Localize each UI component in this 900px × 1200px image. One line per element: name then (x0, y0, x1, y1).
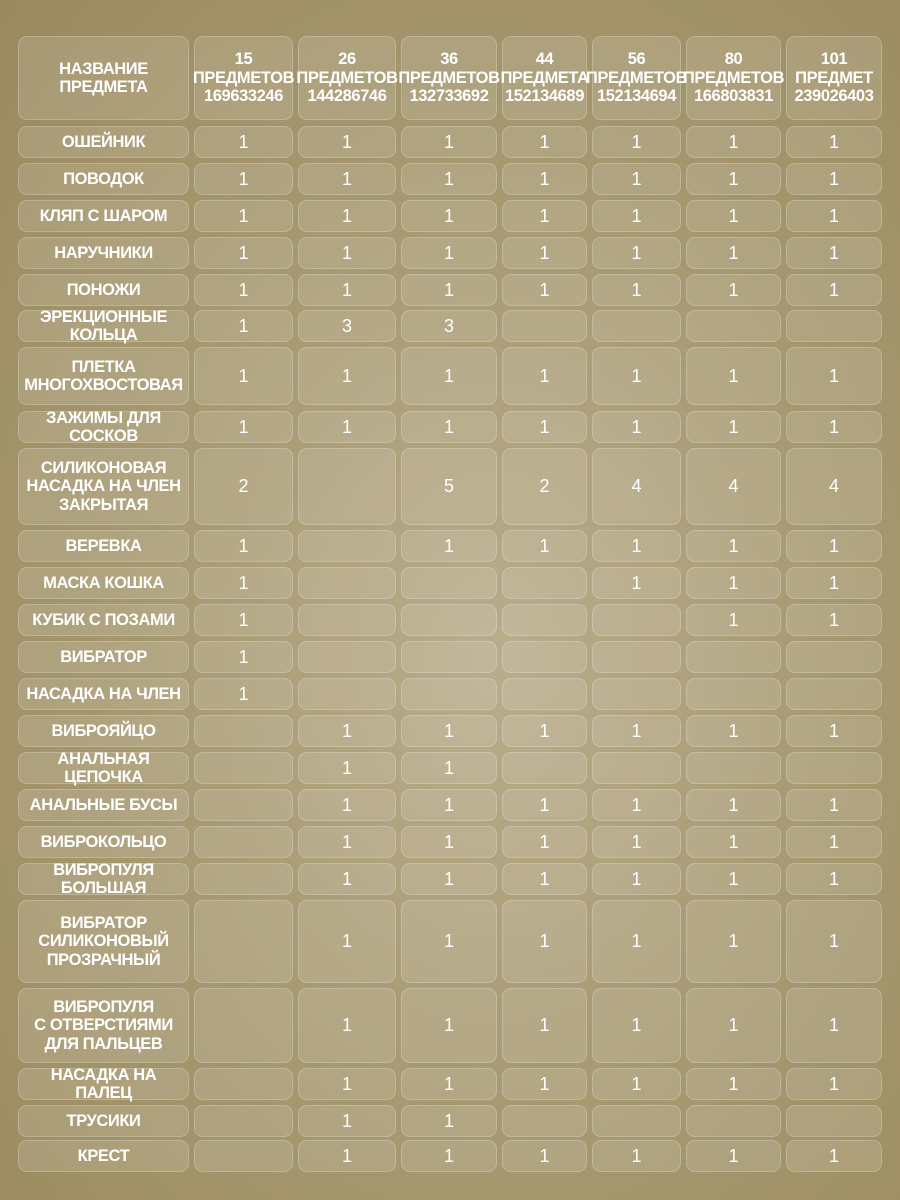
item-name-cell: КУБИК С ПОЗАМИ (18, 604, 189, 636)
quantity-cell (194, 863, 293, 895)
quantity-cell (401, 604, 497, 636)
quantity-cell: 1 (502, 126, 587, 158)
column-header-set: 80 ПРЕДМЕТОВ 166803831 (686, 36, 781, 120)
quantity-cell: 1 (298, 237, 396, 269)
quantity-cell: 3 (401, 310, 497, 342)
quantity-cell: 1 (401, 237, 497, 269)
quantity-cell (592, 641, 681, 673)
column-header-set: 36 ПРЕДМЕТОВ 132733692 (401, 36, 497, 120)
quantity-cell (298, 567, 396, 599)
quantity-cell (502, 310, 587, 342)
quantity-cell: 5 (401, 448, 497, 525)
quantity-cell: 4 (686, 448, 781, 525)
quantity-cell: 1 (786, 789, 882, 821)
quantity-cell (298, 604, 396, 636)
quantity-cell: 1 (686, 604, 781, 636)
quantity-cell (194, 1140, 293, 1172)
quantity-cell: 1 (686, 1068, 781, 1100)
quantity-cell (298, 530, 396, 562)
quantity-cell: 1 (298, 826, 396, 858)
quantity-cell: 1 (502, 347, 587, 405)
quantity-cell: 1 (686, 900, 781, 983)
quantity-cell: 1 (194, 126, 293, 158)
quantity-cell: 3 (298, 310, 396, 342)
quantity-cell: 1 (502, 1140, 587, 1172)
quantity-cell: 1 (194, 274, 293, 306)
quantity-cell: 1 (686, 411, 781, 443)
quantity-cell: 1 (686, 789, 781, 821)
quantity-cell: 1 (786, 1068, 882, 1100)
quantity-cell (298, 641, 396, 673)
quantity-cell: 1 (786, 988, 882, 1063)
quantity-cell: 1 (298, 715, 396, 747)
quantity-cell: 1 (194, 530, 293, 562)
quantity-cell: 1 (592, 200, 681, 232)
quantity-cell: 1 (592, 237, 681, 269)
quantity-cell (502, 604, 587, 636)
item-name-cell: ВИБРОПУЛЯ БОЛЬШАЯ (18, 863, 189, 895)
item-name-cell: ВИБРАТОР (18, 641, 189, 673)
quantity-cell: 1 (786, 237, 882, 269)
quantity-cell: 1 (401, 1068, 497, 1100)
quantity-cell: 1 (786, 200, 882, 232)
quantity-cell: 1 (686, 163, 781, 195)
column-header-name: НАЗВАНИЕ ПРЕДМЕТА (18, 36, 189, 120)
quantity-cell: 1 (298, 1068, 396, 1100)
item-name-cell: КРЕСТ (18, 1140, 189, 1172)
quantity-cell: 1 (502, 237, 587, 269)
quantity-cell: 1 (401, 163, 497, 195)
quantity-cell: 1 (502, 789, 587, 821)
column-header-set: 15 ПРЕДМЕТОВ 169633246 (194, 36, 293, 120)
item-name-cell: ТРУСИКИ (18, 1105, 189, 1137)
item-name-cell: МАСКА КОШКА (18, 567, 189, 599)
quantity-cell: 1 (786, 274, 882, 306)
quantity-cell (686, 752, 781, 784)
quantity-cell: 1 (686, 530, 781, 562)
quantity-cell: 1 (298, 1140, 396, 1172)
quantity-cell: 1 (786, 604, 882, 636)
quantity-cell: 1 (194, 567, 293, 599)
quantity-cell: 1 (194, 411, 293, 443)
quantity-cell (502, 752, 587, 784)
quantity-cell: 1 (298, 752, 396, 784)
quantity-cell (592, 604, 681, 636)
column-header-set: 101 ПРЕДМЕТ 239026403 (786, 36, 882, 120)
quantity-cell: 1 (298, 411, 396, 443)
quantity-cell (298, 448, 396, 525)
column-header-set: 44 ПРЕДМЕТА 152134689 (502, 36, 587, 120)
item-name-cell: ВИБРОЯЙЦО (18, 715, 189, 747)
quantity-cell: 1 (401, 200, 497, 232)
quantity-cell (592, 752, 681, 784)
quantity-cell: 1 (401, 274, 497, 306)
quantity-cell (786, 641, 882, 673)
quantity-cell: 1 (686, 200, 781, 232)
quantity-cell: 1 (298, 988, 396, 1063)
quantity-cell: 2 (194, 448, 293, 525)
item-name-cell: ВИБРАТОР СИЛИКОНОВЫЙ ПРОЗРАЧНЫЙ (18, 900, 189, 983)
quantity-cell: 1 (786, 347, 882, 405)
quantity-cell: 1 (592, 826, 681, 858)
quantity-cell: 4 (592, 448, 681, 525)
quantity-cell: 1 (686, 567, 781, 599)
quantity-cell: 1 (592, 988, 681, 1063)
item-name-cell: ВИБРОКОЛЬЦО (18, 826, 189, 858)
quantity-cell: 1 (786, 126, 882, 158)
quantity-cell: 1 (686, 347, 781, 405)
quantity-cell: 1 (194, 163, 293, 195)
quantity-cell: 1 (194, 237, 293, 269)
item-name-cell: ПОНОЖИ (18, 274, 189, 306)
quantity-cell: 1 (592, 1068, 681, 1100)
item-name-cell: НАСАДКА НА ЧЛЕН (18, 678, 189, 710)
item-name-cell: КЛЯП С ШАРОМ (18, 200, 189, 232)
quantity-cell (502, 1105, 587, 1137)
quantity-cell: 1 (786, 411, 882, 443)
quantity-cell: 1 (502, 163, 587, 195)
quantity-cell: 1 (298, 789, 396, 821)
column-header-set: 26 ПРЕДМЕТОВ 144286746 (298, 36, 396, 120)
quantity-cell (502, 641, 587, 673)
quantity-cell: 1 (502, 530, 587, 562)
quantity-cell: 1 (686, 863, 781, 895)
quantity-cell: 1 (401, 411, 497, 443)
item-name-cell: НАРУЧНИКИ (18, 237, 189, 269)
quantity-cell: 1 (502, 411, 587, 443)
quantity-cell: 1 (786, 163, 882, 195)
quantity-cell (686, 641, 781, 673)
quantity-cell (786, 1105, 882, 1137)
quantity-cell: 1 (298, 863, 396, 895)
quantity-cell (194, 1068, 293, 1100)
quantity-cell: 1 (592, 567, 681, 599)
quantity-cell (592, 678, 681, 710)
quantity-cell: 1 (592, 1140, 681, 1172)
quantity-cell: 4 (786, 448, 882, 525)
quantity-cell (686, 310, 781, 342)
quantity-cell (194, 715, 293, 747)
item-name-cell: ПЛЕТКА МНОГОХВОСТОВАЯ (18, 347, 189, 405)
quantity-cell: 1 (194, 641, 293, 673)
quantity-cell (194, 1105, 293, 1137)
quantity-cell: 1 (592, 715, 681, 747)
quantity-cell (786, 678, 882, 710)
quantity-cell: 1 (401, 715, 497, 747)
quantity-cell (194, 900, 293, 983)
quantity-cell: 1 (401, 988, 497, 1063)
quantity-cell: 2 (502, 448, 587, 525)
quantity-cell: 1 (298, 163, 396, 195)
quantity-cell: 1 (686, 988, 781, 1063)
quantity-cell: 1 (194, 310, 293, 342)
quantity-cell: 1 (786, 567, 882, 599)
column-header-set: 56 ПРЕДМЕТОВ 152134694 (592, 36, 681, 120)
quantity-cell (194, 826, 293, 858)
item-name-cell: ОШЕЙНИК (18, 126, 189, 158)
quantity-cell: 1 (592, 530, 681, 562)
item-name-cell: ВЕРЕВКА (18, 530, 189, 562)
quantity-cell: 1 (401, 530, 497, 562)
quantity-cell: 1 (401, 900, 497, 983)
quantity-cell: 1 (298, 1105, 396, 1137)
quantity-cell: 1 (502, 988, 587, 1063)
quantity-cell: 1 (194, 347, 293, 405)
item-name-cell: ВИБРОПУЛЯ С ОТВЕРСТИЯМИ ДЛЯ ПАЛЬЦЕВ (18, 988, 189, 1063)
quantity-cell (401, 567, 497, 599)
quantity-cell: 1 (786, 863, 882, 895)
quantity-cell: 1 (592, 274, 681, 306)
quantity-cell (298, 678, 396, 710)
quantity-cell: 1 (194, 200, 293, 232)
quantity-cell: 1 (592, 126, 681, 158)
quantity-cell: 1 (786, 530, 882, 562)
quantity-cell: 1 (298, 200, 396, 232)
quantity-cell: 1 (298, 126, 396, 158)
quantity-cell: 1 (298, 900, 396, 983)
quantity-cell (686, 678, 781, 710)
quantity-cell (194, 789, 293, 821)
quantity-cell (592, 1105, 681, 1137)
item-name-cell: АНАЛЬНЫЕ БУСЫ (18, 789, 189, 821)
quantity-cell: 1 (686, 237, 781, 269)
quantity-cell: 1 (194, 678, 293, 710)
item-name-cell: СИЛИКОНОВАЯ НАСАДКА НА ЧЛЕН ЗАКРЫТАЯ (18, 448, 189, 525)
quantity-cell (401, 641, 497, 673)
quantity-cell (786, 310, 882, 342)
quantity-cell: 1 (401, 347, 497, 405)
quantity-cell: 1 (502, 715, 587, 747)
quantity-cell: 1 (401, 1140, 497, 1172)
quantity-cell: 1 (401, 126, 497, 158)
quantity-cell: 1 (502, 900, 587, 983)
quantity-cell (592, 310, 681, 342)
quantity-cell: 1 (401, 863, 497, 895)
quantity-cell: 1 (592, 863, 681, 895)
quantity-cell: 1 (786, 826, 882, 858)
quantity-cell: 1 (592, 900, 681, 983)
item-name-cell: ПОВОДОК (18, 163, 189, 195)
quantity-cell: 1 (686, 126, 781, 158)
quantity-cell: 1 (401, 1105, 497, 1137)
quantity-cell (686, 1105, 781, 1137)
quantity-cell (401, 678, 497, 710)
quantity-cell: 1 (686, 715, 781, 747)
quantity-cell: 1 (592, 163, 681, 195)
item-name-cell: ЗАЖИМЫ ДЛЯ СОСКОВ (18, 411, 189, 443)
quantity-cell: 1 (502, 826, 587, 858)
quantity-cell (502, 567, 587, 599)
quantity-cell: 1 (786, 715, 882, 747)
quantity-cell: 1 (786, 900, 882, 983)
quantity-cell: 1 (592, 411, 681, 443)
quantity-cell: 1 (401, 826, 497, 858)
quantity-cell: 1 (686, 826, 781, 858)
quantity-cell: 1 (592, 347, 681, 405)
quantity-cell (194, 988, 293, 1063)
quantity-cell: 1 (401, 789, 497, 821)
quantity-cell: 1 (298, 347, 396, 405)
quantity-cell: 1 (502, 863, 587, 895)
quantity-cell: 1 (502, 200, 587, 232)
item-name-cell: АНАЛЬНАЯ ЦЕПОЧКА (18, 752, 189, 784)
quantity-cell: 1 (502, 274, 587, 306)
quantity-cell: 1 (786, 1140, 882, 1172)
quantity-cell (194, 752, 293, 784)
quantity-cell: 1 (686, 274, 781, 306)
quantity-cell: 1 (592, 789, 681, 821)
item-name-cell: НАСАДКА НА ПАЛЕЦ (18, 1068, 189, 1100)
quantity-cell: 1 (686, 1140, 781, 1172)
quantity-cell (502, 678, 587, 710)
quantity-cell: 1 (502, 1068, 587, 1100)
quantity-cell: 1 (298, 274, 396, 306)
quantity-cell: 1 (194, 604, 293, 636)
quantity-cell (786, 752, 882, 784)
item-name-cell: ЭРЕКЦИОННЫЕ КОЛЬЦА (18, 310, 189, 342)
quantity-cell: 1 (401, 752, 497, 784)
